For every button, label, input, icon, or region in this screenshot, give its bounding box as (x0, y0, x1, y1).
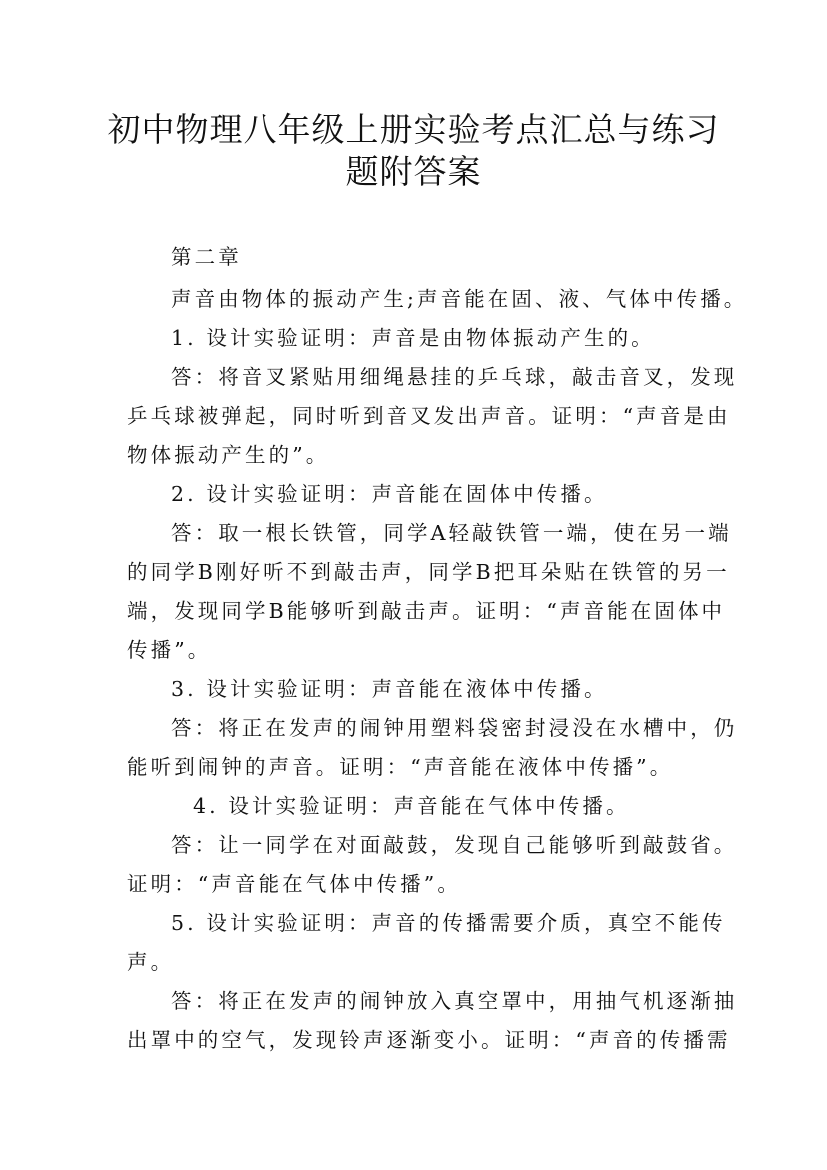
answer-2-line-3: 端，发现同学B能够听到敲击声。证明：“声音能在固体中 (127, 599, 726, 623)
answer-5-line-1: 答：将正在发声的闹钟放入真空罩中，用抽气机逐渐抽 (171, 989, 738, 1013)
question-2: 2. 设计实验证明：声音能在固体中传播。 (171, 482, 608, 506)
answer-1-line-3: 物体振动产生的”。 (127, 443, 330, 467)
question-4: 4. 设计实验证明：声音能在气体中传播。 (193, 794, 630, 818)
question-1: 1. 设计实验证明：声音是由物体振动产生的。 (171, 326, 655, 350)
question-3: 3. 设计实验证明：声音能在液体中传播。 (171, 677, 608, 701)
answer-4-line-2: 证明：“声音能在气体中传播”。 (127, 872, 461, 896)
question-5-line-2: 声。 (127, 950, 175, 974)
intro-paragraph: 声音由物体的振动产生;声音能在固、液、气体中传播。 (171, 287, 748, 311)
answer-3-line-1: 答：将正在发声的闹钟用塑料袋密封浸没在水槽中，仍 (171, 716, 738, 740)
document-title-line-1: 初中物理八年级上册实验考点汇总与练习 (107, 110, 720, 149)
answer-2-line-1: 答：取一根长铁管，同学A轻敲铁管一端，使在另一端 (171, 521, 732, 545)
document-title-line-2: 题附答案 (345, 152, 482, 191)
answer-4-line-1: 答：让一同学在对面敲鼓，发现自己能够听到敲鼓省。 (171, 833, 738, 857)
question-5-line-1: 5. 设计实验证明：声音的传播需要介质，真空不能传 (171, 911, 726, 935)
answer-1-line-1: 答：将音叉紧贴用细绳悬挂的乒乓球，敲击音叉，发现 (171, 365, 738, 389)
answer-5-line-2: 出罩中的空气，发现铃声逐渐变小。证明：“声音的传播需 (127, 1028, 731, 1052)
answer-2-line-2: 的同学B刚好听不到敲击声，同学B把耳朵贴在铁管的另一 (127, 560, 730, 584)
chapter-heading: 第二章 (171, 245, 242, 269)
answer-1-line-2: 乒乓球被弹起，同时听到音叉发出声音。证明：“声音是由 (127, 404, 731, 428)
answer-2-line-4: 传播”。 (127, 638, 212, 662)
answer-3-line-2: 能听到闹钟的声音。证明：“声音能在液体中传播”。 (127, 755, 674, 779)
